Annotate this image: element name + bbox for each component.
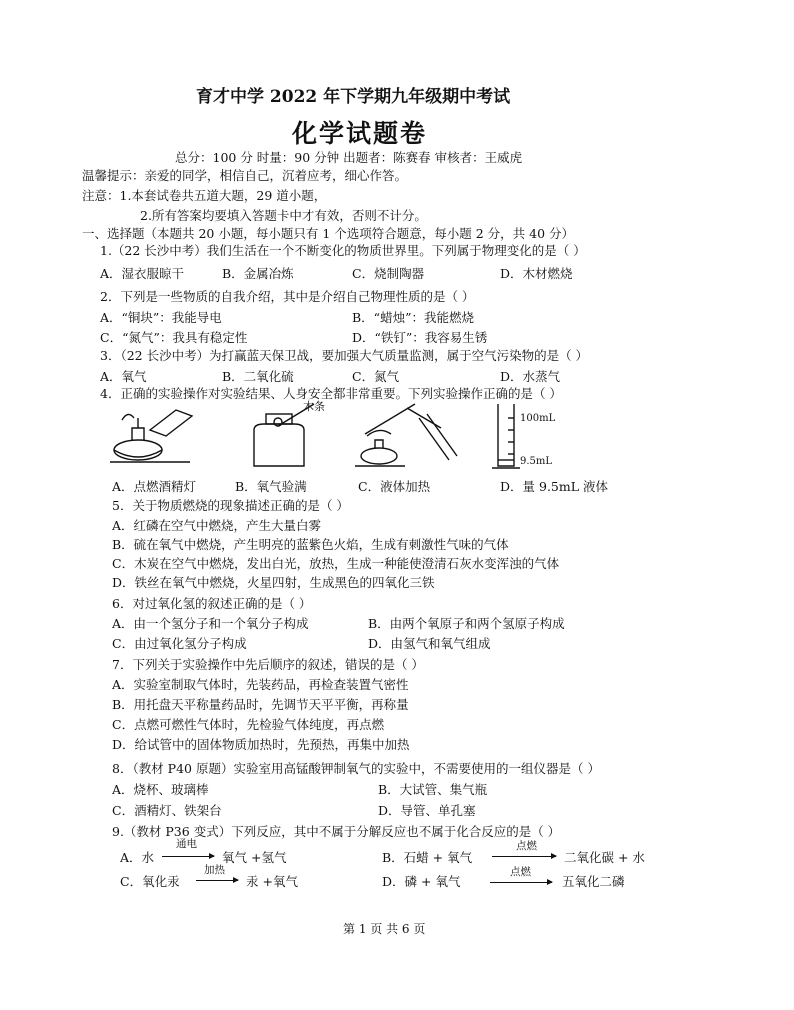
- question-7-option-d: D．给试管中的固体物质加热时，先预热，再集中加热: [112, 737, 410, 752]
- question-7-option-c: C．点燃可燃性气体时，先检验气体纯度，再点燃: [112, 717, 385, 732]
- question-1-stem: 1.（22 长沙中考）我们生活在一个不断变化的物质世界里。下列属于物理变化的是（ ）: [100, 243, 586, 258]
- question-8-stem: 8．（教材 P40 原题）实验室用高锰酸钾制氧气的实验中，不需要使用的一组仪器是（ ）: [112, 761, 600, 776]
- question-3-option-c: C．氮气: [352, 369, 400, 384]
- question-8-option-a: A．烧杯、玻璃棒: [112, 782, 209, 797]
- question-9-option-a-arrow: [162, 856, 214, 857]
- question-4-option-b: B．氧气验满: [235, 479, 307, 494]
- question-9-option-b-condition: 点燃: [516, 840, 537, 852]
- question-3-option-d: D．水蒸气: [500, 369, 561, 384]
- note-line-2: 2.所有答案均要填入答题卡中才有效，否则不计分。: [140, 208, 427, 223]
- question-5-stem: 5．关于物质燃烧的现象描述正确的是（ ）: [112, 498, 349, 513]
- question-6-option-a: A．由一个氢分子和一个氧分子构成: [112, 616, 309, 631]
- question-5-option-a: A．红磷在空气中燃烧，产生大量白雾: [112, 518, 322, 533]
- question-3-stem: 3．（22 长沙中考）为打赢蓝天保卫战，要加强大气质量监测，属于空气污染物的是（ ）: [100, 348, 589, 363]
- wood-stick-label: 木条: [303, 400, 325, 413]
- question-9-stem: 9.（教材 P36 变式）下列反应，其中不属于分解反应也不属于化合反应的是（ ）: [112, 824, 561, 839]
- exam-info: 总分：100 分 时量：90 分钟 出题者：陈赛春 审核者：王威虎: [175, 150, 523, 165]
- question-7-option-b: B．用托盘天平称量药品时，先调节天平平衡，再称量: [112, 697, 409, 712]
- question-9-option-c-reactants: C．氧化汞: [120, 874, 180, 889]
- question-2-option-d: D．“铁钉”：我容易生锈: [352, 330, 488, 345]
- question-9-option-b-arrow: [492, 856, 556, 857]
- question-9-option-c-products: 汞 +氧气: [246, 874, 298, 889]
- question-4-stem: 4．正确的实验操作对实验结果、人身安全都非常重要。下列实验操作正确的是（ ）: [100, 386, 562, 401]
- question-9-option-a-reactants: A．水: [120, 850, 155, 865]
- question-2-stem: 2．下列是一些物质的自我介绍，其中是介绍自己物理性质的是（ ）: [100, 289, 475, 304]
- question-2-option-b: B．“蜡烛”：我能燃烧: [352, 310, 474, 325]
- question-5-option-b: B．硫在氧气中燃烧，产生明亮的蓝紫色火焰，生成有刺激性气味的气体: [112, 537, 509, 552]
- question-3-option-a: A．氧气: [100, 369, 147, 384]
- question-9-option-b-reactants: B．石蜡 + 氧气: [382, 850, 473, 865]
- question-5-option-c: C．木炭在空气中燃烧，发出白光，放热，生成一种能使澄清石灰水变浑浊的气体: [112, 556, 560, 571]
- question-5-option-d: D．铁丝在氧气中燃烧，火星四射，生成黑色的四氧化三铁: [112, 575, 435, 590]
- question-9-option-c-condition: 加热: [204, 864, 225, 876]
- subject-title: 化学试题卷: [292, 119, 428, 148]
- question-6-option-c: C．由过氧化氢分子构成: [112, 636, 247, 651]
- question-9-option-b-products: 二氧化碳 + 水: [564, 850, 645, 865]
- question-2-option-c: C．“氮气”：我具有稳定性: [100, 330, 248, 345]
- question-7-option-a: A．实验室制取气体时，先装药品，再检查装置气密性: [112, 677, 409, 692]
- cylinder-100ml-label: 100mL: [520, 413, 556, 424]
- question-9-option-d-condition: 点燃: [510, 866, 531, 878]
- tip-line: 温馨提示：亲爱的同学，相信自己，沉着应考，细心作答。: [82, 168, 408, 183]
- question-9-option-a-condition: 通电: [176, 838, 197, 850]
- question-1-option-d: D．木材燃烧: [500, 266, 573, 281]
- cylinder-9-5ml-label: 9.5mL: [520, 456, 553, 467]
- question-9-option-c-arrow: [196, 880, 238, 881]
- question-4-option-c: C．液体加热: [358, 479, 431, 494]
- question-9-option-d-products: 五氧化二磷: [562, 874, 625, 889]
- alcohol-lamp-figure: [100, 400, 200, 472]
- question-1-option-a: A．湿衣服晾干: [100, 266, 185, 281]
- question-7-stem: 7．下列关于实验操作中先后顺序的叙述，错误的是（ ）: [112, 657, 424, 672]
- question-8-option-c: C．酒精灯、铁架台: [112, 803, 222, 818]
- question-9-option-a-products: 氧气 +氢气: [222, 850, 287, 865]
- question-3-option-b: B．二氧化硫: [222, 369, 294, 384]
- question-6-option-d: D．由氢气和氧气组成: [368, 636, 491, 651]
- question-4-option-a: A．点燃酒精灯: [112, 479, 197, 494]
- note-line-1: 注意：1.本套试卷共五道大题，29 道小题，: [82, 188, 327, 203]
- liquid-heating-figure: [345, 400, 465, 472]
- page-number: 第 1 页 共 6 页: [343, 922, 426, 936]
- question-9-option-d-arrow: [490, 882, 552, 883]
- question-1-option-b: B．金属冶炼: [222, 266, 294, 281]
- question-8-option-d: D．导管、单孔塞: [378, 803, 476, 818]
- question-1-option-c: C．烧制陶器: [352, 266, 425, 281]
- question-8-option-b: B．大试管、集气瓶: [378, 782, 488, 797]
- exam-title: 育才中学 2022 年下学期九年级期中考试: [196, 87, 511, 107]
- question-4-option-d: D．量 9.5mL 液体: [500, 479, 609, 494]
- section-heading: 一、选择题（本题共 20 小题，每小题只有 1 个选项符合题意，每小题 2 分，共 40 分）: [82, 226, 575, 241]
- question-9-option-d-reactants: D．磷 + 氧气: [382, 874, 461, 889]
- question-6-stem: 6．对过氧化氢的叙述正确的是（ ）: [112, 596, 312, 611]
- question-2-option-a: A．“铜块”：我能导电: [100, 310, 222, 325]
- question-6-option-b: B．由两个氧原子和两个氢原子构成: [368, 616, 565, 631]
